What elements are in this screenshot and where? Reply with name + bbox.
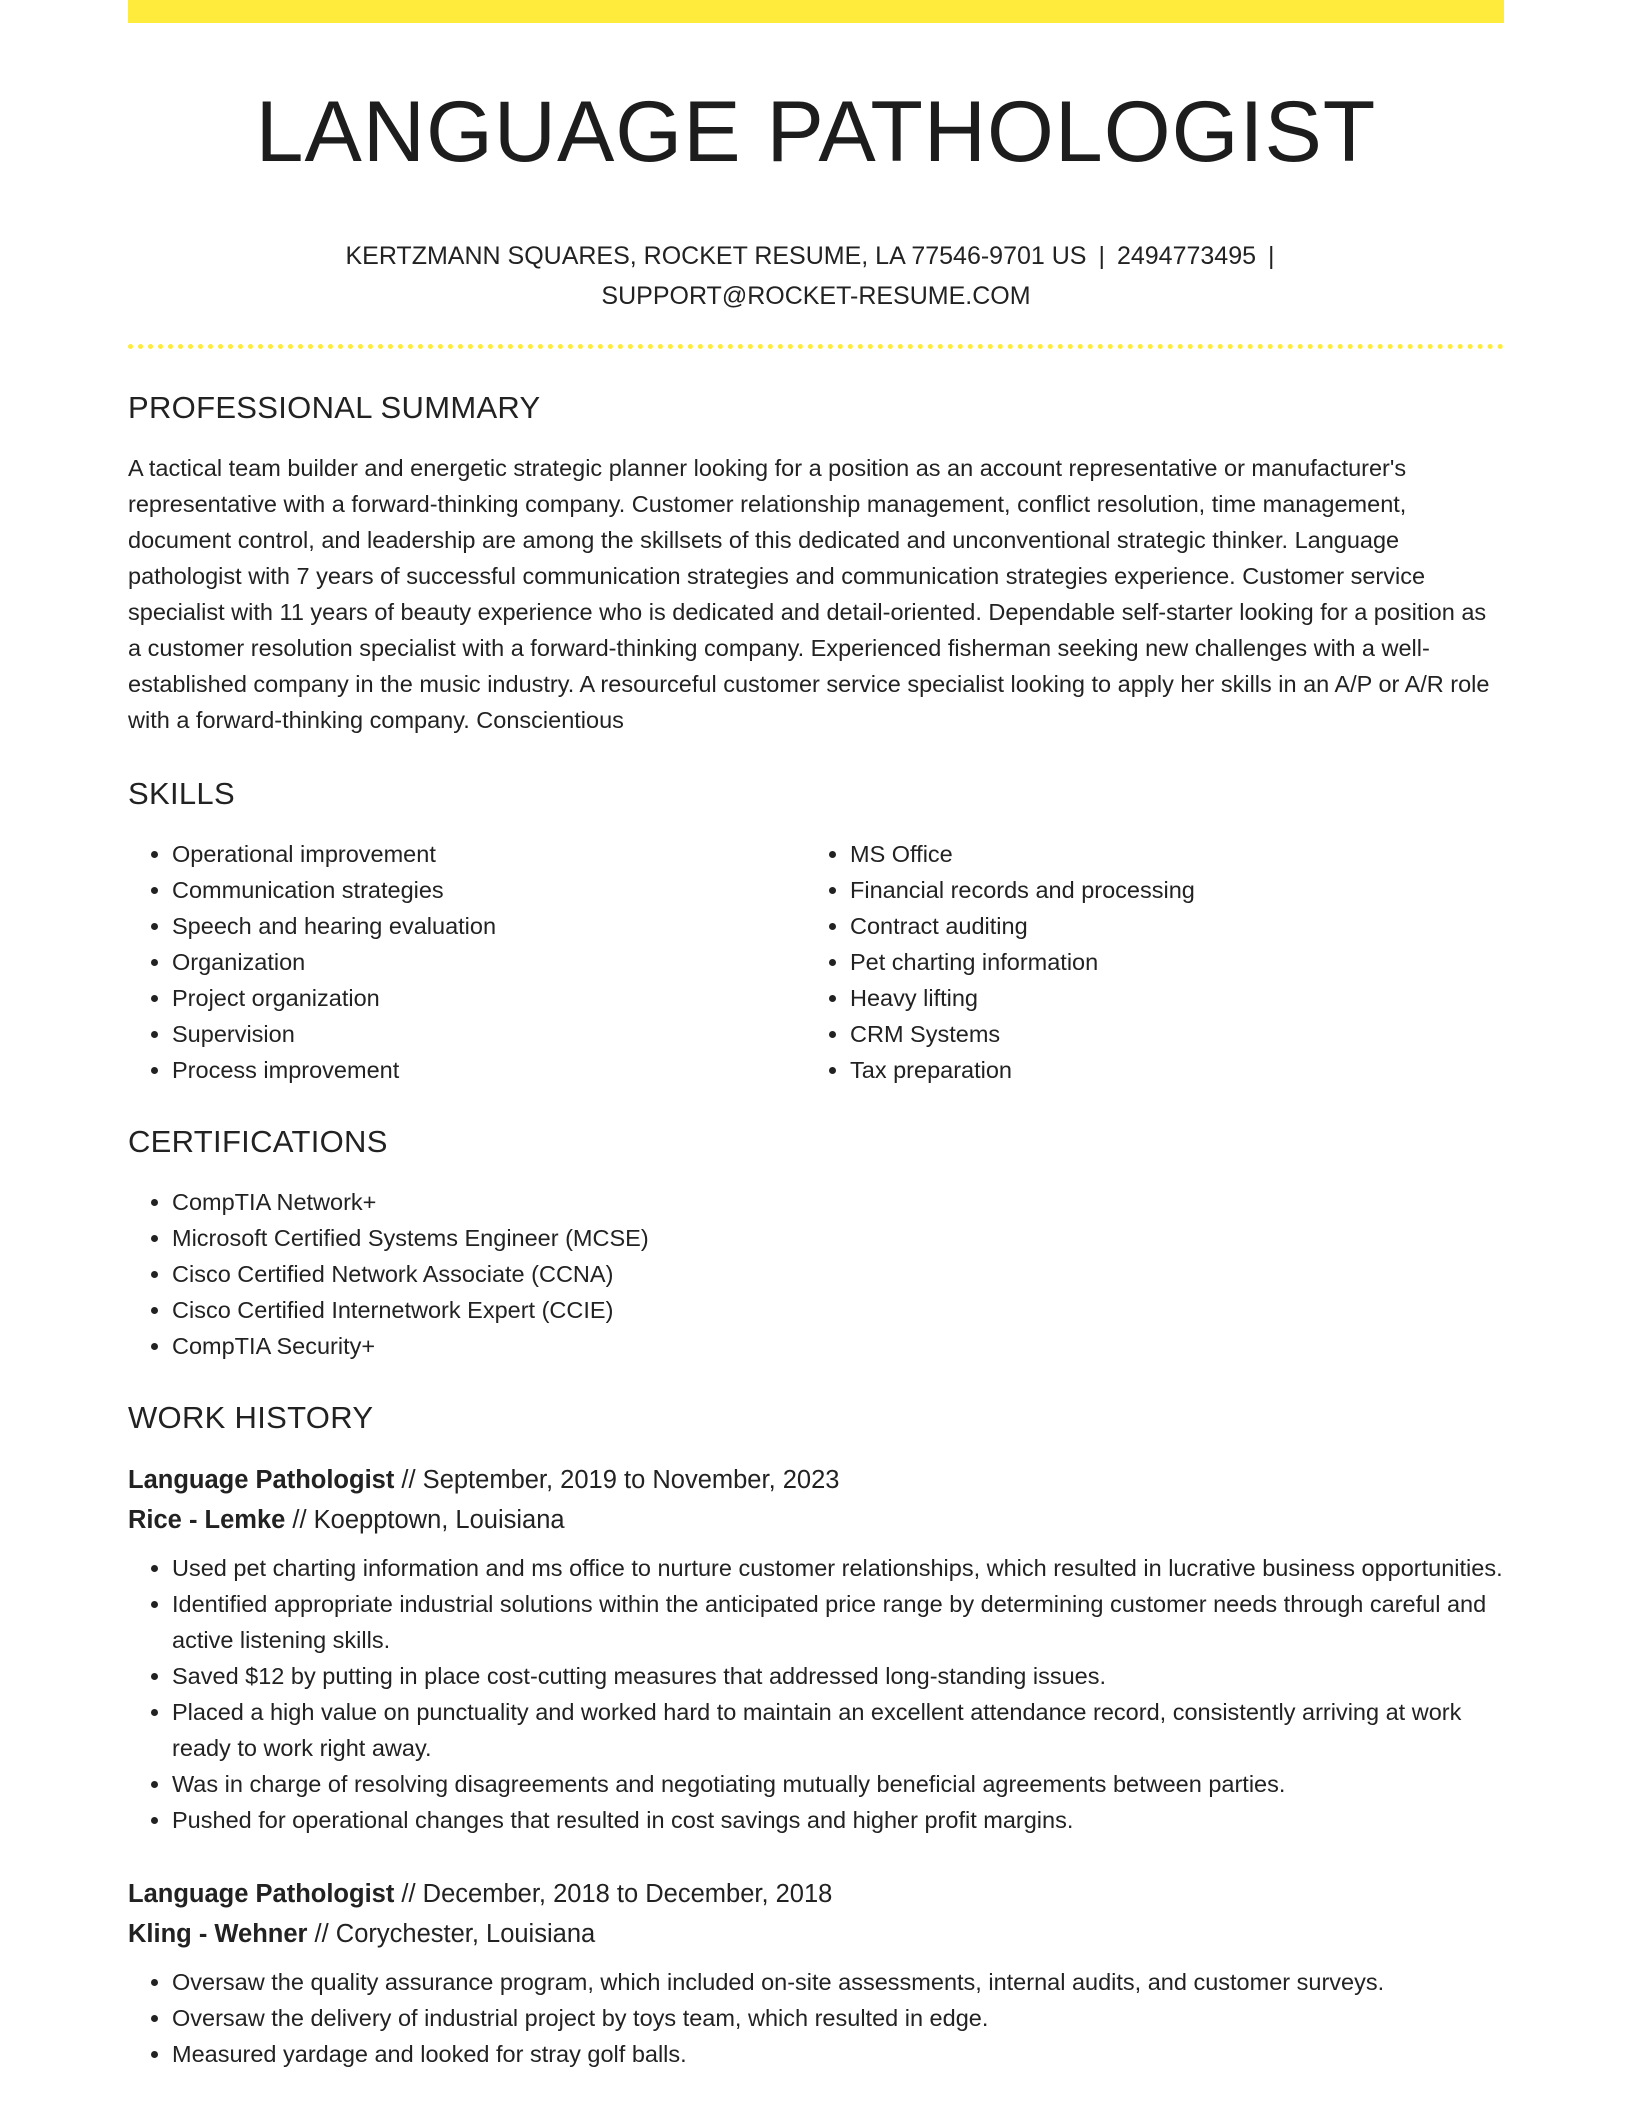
skill-item: • Organization [172,944,806,980]
skills-column-right [806,836,1484,1088]
certification-item: • Cisco Certified Network Associate (CCNA) [172,1256,1504,1292]
job-duty: • Oversaw the delivery of industrial project by toys team, which resulted in edge. [172,2000,1504,2036]
summary-heading: PROFESSIONAL SUMMARY [128,390,541,425]
job-duty: • Measured yardage and looked for stray golf balls. [172,2036,1504,2072]
certifications-heading: CERTIFICATIONS [128,1124,388,1159]
certification-item: • Cisco Certified Internetwork Expert (CCIE) [172,1292,1504,1328]
work-history-heading: WORK HISTORY [128,1400,374,1435]
skill-item: • Contract auditing [850,908,1484,944]
resume-body [128,388,1504,2108]
job-duties [128,1964,1504,2072]
job-company-line [128,1914,1504,1954]
skills-heading: SKILLS [128,776,235,811]
job-dates: // September, 2019 to November, 2023 [394,1466,840,1494]
job-duty: • Placed a high value on punctuality and worked hard to maintain an excellent attendance record, consistently arriving at work ready to work right away. [172,1694,1504,1766]
header-divider [128,344,1504,349]
skill-item: • CRM Systems [850,1016,1484,1052]
accent-top-bar [128,0,1504,23]
job-location: // Corychester, Louisiana [307,1920,596,1948]
job-duties [128,1550,1504,1838]
job-company: Rice - Lemke [128,1506,286,1534]
skill-item: • Financial records and processing [850,872,1484,908]
job-entry [128,1460,1504,1838]
job-duty: • Oversaw the quality assurance program, which included on-site assessments, internal audits, and customer surveys. [172,1964,1504,2000]
job-title-line [128,1874,1504,1914]
job-entry [128,1874,1504,2072]
skill-item: • Supervision [172,1016,806,1052]
job-duty: • Saved $12 by putting in place cost-cutting measures that addressed long-standing issues. [172,1658,1504,1694]
job-duty: • Pushed for operational changes that resulted in cost savings and higher profit margins. [172,1802,1504,1838]
job-title-line [128,1460,1504,1500]
skill-item: • Operational improvement [172,836,806,872]
skill-item: • Process improvement [172,1052,806,1088]
job-title: Language Pathologist [128,1466,395,1494]
job-location: // Koepptown, Louisiana [285,1506,565,1534]
skill-item: • Tax preparation [850,1052,1484,1088]
certification-item: • CompTIA Security+ [172,1328,1504,1364]
job-duty: • Identified appropriate industrial solutions within the anticipated price range by determining customer needs through careful and active listening skills. [172,1586,1504,1658]
contact-email[interactable]: SUPPORT@ROCKET-RESUME.COM [601,282,1031,310]
resume-name: LANGUAGE PATHOLOGIST [255,84,1377,180]
skills-column-left [128,836,806,1088]
contact-address: KERTZMANN SQUARES, ROCKET RESUME, LA 77546-9701 US [345,242,1087,270]
job-company-line [128,1500,1504,1540]
skill-item: • Heavy lifting [850,980,1484,1016]
skill-item: • Speech and hearing evaluation [172,908,806,944]
job-duty: • Used pet charting information and ms office to nurture customer relationships, which resulted in lucrative business opportunities. [172,1550,1504,1586]
skill-item: • MS Office [850,836,1484,872]
contact-phone[interactable]: 2494773495 [1116,242,1257,270]
certification-item: • Microsoft Certified Systems Engineer (MCSE) [172,1220,1504,1256]
skill-item: • Communication strategies [172,872,806,908]
summary-text: A tactical team builder and energetic strategic planner looking for a position as an account representative or manufacturer's representative with a forward-thinking company. Customer relationship management, conflict resolution, time management, document control, and leadership are among the skillsets of this dedicated and unconventional strategic thinker. Language pathologist with 7 years of successful communication strategies and communication strategies experience. Customer service specialist with 11 years of beauty experience who is dedicated and detail-oriented. Dependable self-starter looking for a position as a customer resolution specialist with a forward-thinking company. Experienced fisherman seeking new challenges with a well-established company in the music industry. A resourceful customer service specialist looking to apply her skills in an A/P or A/R role with a forward-thinking company. Conscientious [128,455,1490,733]
contact-separator: | [1268,242,1275,270]
job-company: Kling - Wehner [128,1920,308,1948]
contact-separator: | [1098,242,1105,270]
skill-item: • Project organization [172,980,806,1016]
job-duty: • Was in charge of resolving disagreements and negotiating mutually beneficial agreements between parties. [172,1766,1504,1802]
job-title: Language Pathologist [128,1880,395,1908]
certification-item: • CompTIA Network+ [172,1184,1504,1220]
job-dates: // December, 2018 to December, 2018 [394,1880,833,1908]
skill-item: • Pet charting information [850,944,1484,980]
certifications-list [128,1184,1504,1364]
contact-info [228,236,1404,316]
skills-list [128,836,1504,1088]
